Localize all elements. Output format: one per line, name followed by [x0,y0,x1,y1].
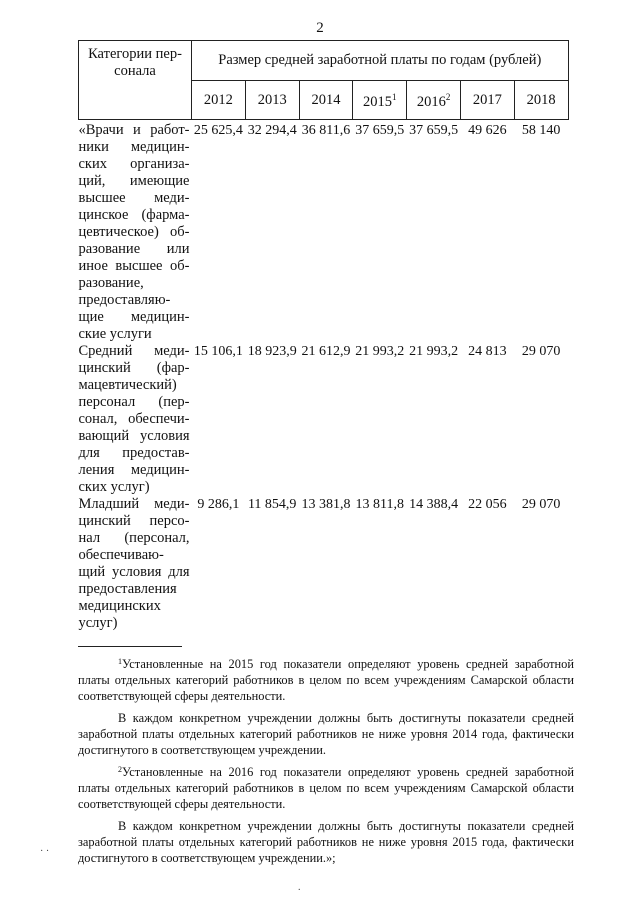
category-line: медицинских [78,598,161,614]
table-row [79,343,569,496]
salary-value-2018: 58 140 [521,123,561,138]
category-line: Младший меди- [78,496,190,512]
category-cell [79,496,192,636]
category-line: обеспечиваю- [78,547,164,563]
salary-value-2015: 37 659,5 [355,123,405,138]
salary-value-2015: 13 811,8 [355,497,405,512]
footnote-text: Установленные на 2016 год показатели определяют уровень средней заработной платы отдельных категорий работников в целом по всем учреждениям Самарской области соответствующей сферы деятельности. [78,765,574,811]
category-line: ских организа- [78,156,190,172]
footnote-separator [78,646,182,647]
category-line: ления медицин- [78,462,190,478]
year-header-2016 [407,81,461,120]
salary-value-2016: 21 993,2 [409,344,459,359]
table-body [79,120,569,637]
category-line: предоставляю- [78,292,171,308]
category-line: Средний меди- [78,343,190,359]
footnote-marker: 1 [118,657,122,666]
footnote-text: Установленные на 2015 год показатели определяют уровень средней заработной платы отдельных категорий работников в целом по всем учреждениям Самарской области соответствующей сферы деятельности. [78,657,574,703]
category-line: ники медицин- [78,139,190,155]
salary-value-2014: 36 811,6 [301,123,351,138]
category-line: предоставления [78,581,177,597]
salary-value-2012: 25 625,4 [193,123,243,138]
header-span-label: Размер средней заработной платы по годам (рублей) [218,52,542,68]
scan-mark: . [298,882,301,893]
footnote-ref: 1 [392,92,397,103]
salary-value-2012: 9 286,1 [197,497,240,512]
year-label: 2012 [203,91,233,108]
salary-value-2014: 13 381,8 [301,497,351,512]
year-header-2012 [192,81,246,120]
category-line: разование, [78,275,144,291]
category-line: цинское (фарма- [78,207,190,223]
category-line: вающий условия [78,428,190,444]
category-line: нал (персонал, [78,530,190,546]
salary-table [78,40,569,636]
year-label: 2018 [526,91,556,108]
footnote-paragraph [78,656,574,704]
category-line: для предостав- [78,445,190,461]
category-line: ские услуги [78,326,152,342]
salary-value-2017: 49 626 [468,123,507,138]
category-cell [79,120,192,344]
salary-value-2014: 21 612,9 [301,344,351,359]
year-label: 2016 [416,93,446,110]
footnote-paragraph [78,710,574,758]
page-number: 2 [316,20,324,36]
category-line: цевтическое) об- [78,224,190,240]
year-header-2014 [299,81,353,120]
salary-value-2018: 29 070 [521,344,561,359]
footnote-paragraph [78,764,574,812]
salary-value-2017: 22 056 [468,497,507,512]
category-line: «Врачи и работ- [78,122,190,138]
year-header-2018 [514,81,568,120]
footnote-ref: 2 [445,92,451,103]
year-label: 2017 [472,91,502,108]
category-line: ций, имеющие [78,173,190,189]
category-line: щие медицин- [78,309,190,325]
category-line: мацевтический) [78,377,177,393]
year-label: 2015 [363,93,393,110]
header-category [79,41,192,120]
salary-value-2018: 29 070 [521,497,561,512]
year-label: 2014 [311,91,341,108]
salary-value-2012: 15 106,1 [193,344,243,359]
year-header-2017 [460,81,514,120]
category-line: цинский персо- [78,513,190,529]
salary-value-2015: 21 993,2 [355,344,405,359]
salary-value-2016: 14 388,4 [409,497,459,512]
footnote-paragraph [78,818,574,866]
scan-mark: · · [40,846,50,857]
category-line: цинский (фар- [78,360,190,376]
table-row [79,496,569,636]
year-header-2015 [353,81,407,120]
header-category-label: Категории пер-сонала [88,46,182,79]
category-line: разование или [78,241,190,257]
footnotes [78,656,574,872]
category-line: щий условия для [78,564,190,580]
footnote-marker: 2 [118,765,122,774]
salary-value-2013: 32 294,4 [247,123,297,138]
category-line: сонал, обеспечи- [78,411,190,427]
salary-value-2013: 11 854,9 [247,497,297,512]
salary-value-2013: 18 923,9 [247,344,297,359]
salary-value-2017: 24 813 [468,344,507,359]
category-line: иное высшее об- [78,258,190,274]
header-salary-by-year [192,41,569,81]
year-header-2013 [245,81,299,120]
category-line: высшее меди- [78,190,190,206]
footnote-text: В каждом конкретном учреждении должны быть достигнуты показатели средней заработной платы отдельных категорий работников не ниже уровня 2014 года, фактически достигнутого в соответствующем учреждении. [78,711,574,757]
salary-value-2016: 37 659,5 [409,123,459,138]
category-line: персонал (пер- [78,394,190,410]
category-line: ских услуг) [78,479,150,495]
table-row [79,120,569,344]
footnote-text: В каждом конкретном учреждении должны быть достигнуты показатели средней заработной платы отдельных категорий работников не ниже уровня 2015 года, фактически достигнутого в соответствующем учреждении.»; [78,819,574,865]
year-label: 2013 [257,91,287,108]
category-cell [79,343,192,496]
category-line: услуг) [78,615,118,631]
